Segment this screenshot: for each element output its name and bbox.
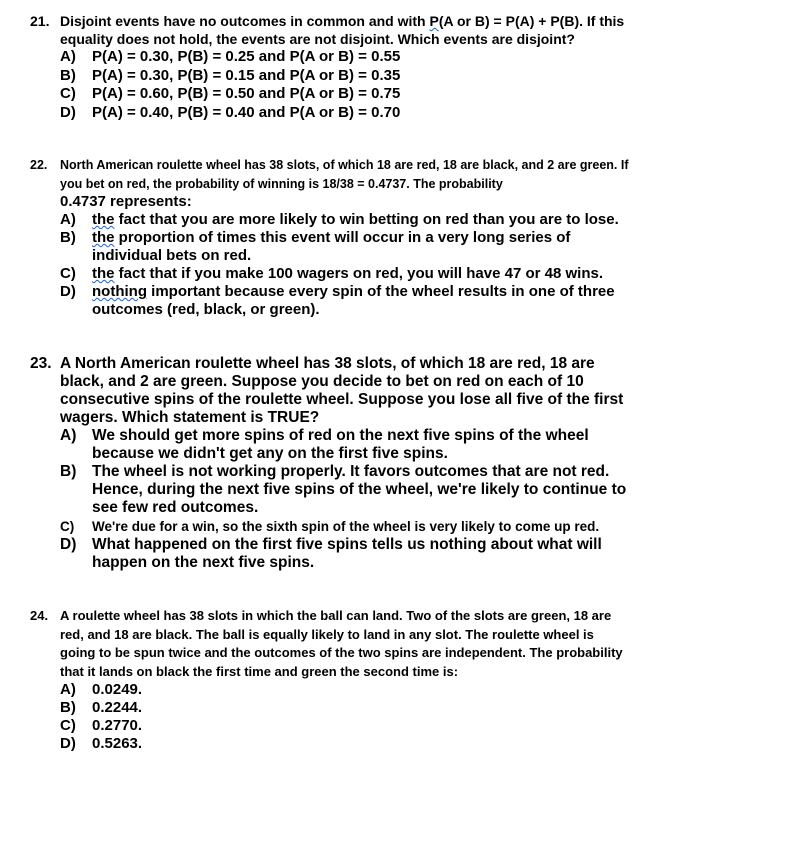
question-23 [30, 355, 630, 572]
flagged-word: the [92, 229, 115, 246]
option-text: the proportion of times this event will occur in a very long series of individual bets on red. [92, 229, 571, 264]
answer-options [60, 681, 630, 753]
option-text: P(A) = 0.40, P(B) = 0.40 and P(A or B) = 0.70 [92, 103, 401, 121]
answer-option-c [60, 517, 630, 536]
flagged-word: the [92, 211, 115, 228]
answer-option-c [60, 85, 630, 104]
question-21 [30, 12, 630, 122]
option-text: We're due for a win, so the sixth spin of the wheel is very likely to come up red. [92, 519, 600, 534]
question-text-continuation: 0.4737 represents: [60, 193, 192, 210]
option-text: the fact that if you make 100 wagers on red, you will have 47 or 48 wins. [92, 265, 604, 282]
answer-options [60, 48, 630, 122]
answer-option-a [60, 681, 630, 699]
option-text: 0.5263. [92, 735, 143, 752]
option-text: The wheel is not working properly. It favors outcomes that are not red. Hence, during the next five spins of the wheel, we're likely to continue to see few red outcomes. [92, 463, 627, 516]
option-letter: D) [60, 283, 76, 300]
question-text: A roulette wheel has 38 slots in which the ball can land. Two of the slots are green, 18 are red, and 18 are black. The ball is equally likely to land in any slot. The roulette wheel is going to be spun twice and the outcomes of the two spins are independent. The probability that it lands on black the first time and green the second time is: [60, 608, 623, 679]
answer-option-a [60, 211, 630, 229]
option-text: 0.0249. [92, 681, 143, 698]
option-text: P(A) = 0.60, P(B) = 0.50 and P(A or B) = 0.75 [92, 85, 401, 102]
answer-option-c [60, 717, 630, 735]
answer-option-d [60, 536, 630, 572]
question-number: 24. [30, 608, 49, 623]
answer-option-b [60, 67, 630, 86]
answer-option-a [60, 427, 630, 463]
answer-option-c [60, 265, 630, 283]
option-letter: C) [60, 519, 75, 534]
question-24 [30, 607, 630, 753]
question-number: 22. [30, 158, 48, 172]
option-letter: A) [60, 211, 76, 228]
option-text: 0.2244. [92, 699, 143, 716]
answer-options [60, 427, 630, 572]
option-text: What happened on the first five spins tells us nothing about what will happen on the next five spins. [92, 536, 602, 571]
answer-option-d [60, 283, 630, 319]
option-letter: A) [60, 681, 76, 698]
option-letter: B) [60, 229, 76, 246]
option-letter: B) [60, 66, 76, 84]
question-22 [30, 156, 630, 319]
option-letter: A) [60, 48, 76, 65]
option-letter: C) [60, 717, 76, 734]
answer-option-b [60, 463, 630, 517]
question-number: 21. [30, 13, 50, 29]
question-text: A North American roulette wheel has 38 slots, of which 18 are red, 18 are black, and 2 are green. Suppose you decide to bet on red on each of 10 consecutive spins of the roulette wheel. Suppose you lose all five of the first wagers. Which statement is TRUE? [60, 355, 624, 426]
flagged-word: the [92, 265, 115, 282]
answer-option-d [60, 104, 630, 123]
option-text: We should get more spins of red on the next five spins of the wheel because we didn't get any on the first five spins. [92, 427, 589, 462]
question-text: North American roulette wheel has 38 slots, of which 18 are red, 18 are black, and 2 are green. If you bet on red, the probability of winning is 18/38 = 0.4737. The probability [60, 158, 629, 191]
question-number: 23. [30, 355, 52, 372]
flagged-word: nothing [92, 283, 147, 300]
question-text: Disjoint events have no outcomes in common and with P(A or B) = P(A) + P(B). If this equality does not hold, the events are not disjoint. Which events are disjoint? [60, 13, 625, 47]
answer-option-b [60, 699, 630, 717]
option-letter: C) [60, 265, 76, 282]
option-text: 0.2770. [92, 717, 143, 734]
flagged-word: P [429, 13, 439, 29]
answer-options [60, 211, 630, 319]
option-text: P(A) = 0.30, P(B) = 0.15 and P(A or B) = 0.35 [92, 66, 401, 84]
option-letter: C) [60, 85, 76, 102]
option-text: nothing important because every spin of the wheel results in one of three outcomes (red, black, or green). [92, 283, 615, 318]
answer-option-b [60, 229, 630, 265]
option-letter: B) [60, 463, 77, 480]
answer-option-a [60, 48, 630, 67]
option-letter: D) [60, 103, 76, 121]
option-letter: B) [60, 699, 76, 716]
option-letter: D) [60, 536, 77, 553]
answer-option-d [60, 735, 630, 753]
option-text: P(A) = 0.30, P(B) = 0.25 and P(A or B) = 0.55 [92, 48, 401, 65]
option-letter: A) [60, 427, 77, 444]
option-letter: D) [60, 735, 76, 752]
option-text: the fact that you are more likely to win betting on red than you are to lose. [92, 211, 619, 228]
